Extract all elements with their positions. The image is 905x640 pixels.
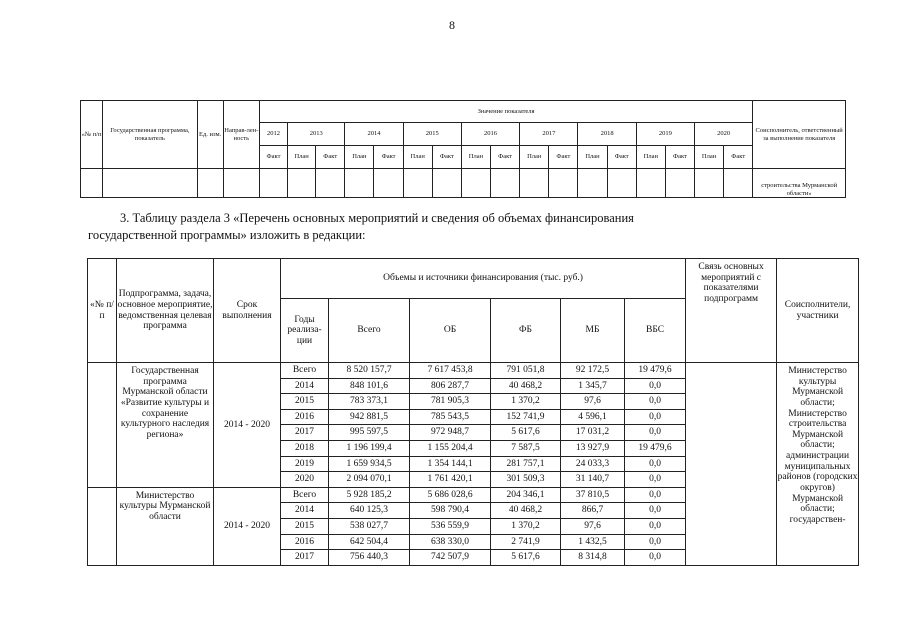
t1-sub: Факт	[432, 146, 461, 169]
t2-year: 2019	[281, 456, 329, 472]
t2-vbs: 0,0	[625, 550, 686, 566]
t1-sub: Факт	[491, 146, 520, 169]
t2-block1-term: 2014 - 2020	[214, 363, 281, 488]
t2-total: 1 196 199,4	[329, 440, 410, 456]
t1-cell	[259, 169, 287, 198]
t2-total: 5 928 185,2	[329, 487, 410, 503]
t1-year: 2020	[695, 123, 753, 146]
t1-col-program: Государственная программа, показатель	[103, 101, 197, 169]
t2-vbs: 19 479,6	[625, 363, 686, 379]
t2-fb: 791 051,8	[491, 363, 561, 379]
t2-mb: 31 140,7	[561, 472, 625, 488]
t2-col-fb: ФБ	[491, 299, 561, 363]
t2-total: 848 101,6	[329, 378, 410, 394]
t1-cell	[607, 169, 636, 198]
t2-fb: 2 741,9	[491, 534, 561, 550]
t2-num-cell	[88, 363, 117, 488]
paragraph-line-2: государственной программы» изложить в редакции:	[88, 228, 366, 242]
t2-fb: 5 617,6	[491, 550, 561, 566]
t2-col-link: Связь основных мероприятий с показателями подпрограмм	[686, 259, 777, 363]
t1-coexecutor-value: строительства Мурманской области»	[753, 169, 846, 198]
t2-year: 2015	[281, 394, 329, 410]
t2-vbs: 0,0	[625, 472, 686, 488]
t2-ob: 742 507,9	[410, 550, 491, 566]
t2-total: 942 881,5	[329, 409, 410, 425]
t2-mb: 866,7	[561, 503, 625, 519]
t1-cell	[461, 169, 490, 198]
t2-col-num: «№ п/п	[88, 259, 117, 363]
t2-vbs: 19 479,6	[625, 440, 686, 456]
t1-sub: План	[520, 146, 549, 169]
t1-year: 2017	[520, 123, 578, 146]
t2-fb: 281 757,1	[491, 456, 561, 472]
t2-year: 2014	[281, 503, 329, 519]
t2-mb: 13 927,9	[561, 440, 625, 456]
t2-vbs: 0,0	[625, 503, 686, 519]
t2-coexecutors	[777, 363, 859, 566]
t2-year: 2016	[281, 534, 329, 550]
t1-sub: Факт	[724, 146, 753, 169]
t1-cell	[432, 169, 461, 198]
t1-cell	[578, 169, 607, 198]
financing-table	[87, 258, 859, 566]
t2-ob: 1 354 144,1	[410, 456, 491, 472]
t2-mb: 1 432,5	[561, 534, 625, 550]
t2-total: 783 373,1	[329, 394, 410, 410]
t2-fb: 204 346,1	[491, 487, 561, 503]
t2-ob: 806 287,7	[410, 378, 491, 394]
t1-sub: План	[345, 146, 374, 169]
t2-mb: 8 314,8	[561, 550, 625, 566]
t2-vbs: 0,0	[625, 394, 686, 410]
t1-values-header: Значение показателя	[259, 101, 752, 123]
t1-cell	[665, 169, 694, 198]
t1-cell	[103, 169, 197, 198]
t2-mb: 92 172,5	[561, 363, 625, 379]
t1-year: 2014	[345, 123, 403, 146]
t1-sub: Факт	[374, 146, 403, 169]
paragraph-line-1: 3. Таблицу раздела 3 «Перечень основных мероприятий и сведения об объемах финансирования	[120, 211, 634, 225]
t2-coexecutors-text: Министерство культуры Мурманской области; Министерство строительства Мурманской области; администрации муниципальных районов (городских округов) Мурманской области; государствен-	[777, 366, 858, 525]
t2-link-cell	[686, 363, 777, 566]
t1-sub: Факт	[607, 146, 636, 169]
t1-sub: Факт	[549, 146, 578, 169]
t2-ob: 781 905,3	[410, 394, 491, 410]
t1-sub: План	[578, 146, 607, 169]
t1-cell	[403, 169, 432, 198]
t2-mb: 97,6	[561, 518, 625, 534]
t2-vbs: 0,0	[625, 409, 686, 425]
t2-block1-name: Государственная программа Мурманской области «Развитие культуры и сохранение культурного наследия региона»	[117, 363, 214, 488]
t2-mb: 24 033,3	[561, 456, 625, 472]
t2-year: 2015	[281, 518, 329, 534]
t1-sub: Факт	[259, 146, 287, 169]
t1-cell	[491, 169, 520, 198]
t2-total: 642 504,4	[329, 534, 410, 550]
t2-fb: 152 741,9	[491, 409, 561, 425]
t1-year: 2015	[403, 123, 461, 146]
t1-year: 2016	[461, 123, 519, 146]
t2-num-cell	[88, 487, 117, 565]
t2-total: 538 027,7	[329, 518, 410, 534]
t1-sub: Факт	[665, 146, 694, 169]
t2-ob: 1 761 420,1	[410, 472, 491, 488]
t1-sub: План	[636, 146, 665, 169]
t2-total: 2 094 070,1	[329, 472, 410, 488]
t2-vbs: 0,0	[625, 518, 686, 534]
t1-cell	[520, 169, 549, 198]
t1-year: 2019	[636, 123, 694, 146]
t2-fb: 1 370,2	[491, 394, 561, 410]
t1-cell	[549, 169, 578, 198]
t1-cell	[345, 169, 374, 198]
t2-fb: 301 509,3	[491, 472, 561, 488]
t2-year: 2016	[281, 409, 329, 425]
t1-year: 2018	[578, 123, 636, 146]
t2-ob: 598 790,4	[410, 503, 491, 519]
t1-sub: План	[695, 146, 724, 169]
t2-col-vbs: ВБС	[625, 299, 686, 363]
t2-block2-name: Министерство культуры Мурманской области	[117, 487, 214, 565]
t2-col-term: Срок выполнения	[214, 259, 281, 363]
t2-vbs: 0,0	[625, 456, 686, 472]
t2-fb: 1 370,2	[491, 518, 561, 534]
t1-cell	[316, 169, 345, 198]
t2-mb: 37 810,5	[561, 487, 625, 503]
t2-vbs: 0,0	[625, 425, 686, 441]
t1-col-unit: Ед. изм.	[197, 101, 223, 169]
amendment-paragraph	[88, 210, 833, 244]
t2-fb: 5 617,6	[491, 425, 561, 441]
indicator-table	[80, 100, 846, 198]
t1-col-coexecutor: Соисполнитель, ответственный за выполнение показателя	[753, 101, 846, 169]
t2-total: 1 659 934,5	[329, 456, 410, 472]
t2-mb: 17 031,2	[561, 425, 625, 441]
t2-fb: 40 468,2	[491, 378, 561, 394]
t2-col-ob: ОБ	[410, 299, 491, 363]
t2-vbs: 0,0	[625, 378, 686, 394]
t1-cell	[288, 169, 316, 198]
t2-year: Всего	[281, 487, 329, 503]
t2-col-years: Годы реализа-ции	[281, 299, 329, 363]
t2-mb: 4 596,1	[561, 409, 625, 425]
t2-year: 2014	[281, 378, 329, 394]
t2-mb: 97,6	[561, 394, 625, 410]
t2-total: 8 520 157,7	[329, 363, 410, 379]
t2-col-mb: МБ	[561, 299, 625, 363]
t2-year: Всего	[281, 363, 329, 379]
page-number: 8	[449, 18, 455, 32]
t2-vbs: 0,0	[625, 487, 686, 503]
t1-sub: План	[461, 146, 490, 169]
t2-total: 756 440,3	[329, 550, 410, 566]
t2-ob: 638 330,0	[410, 534, 491, 550]
t1-year: 2012	[259, 123, 287, 146]
t2-vbs: 0,0	[625, 534, 686, 550]
t1-cell	[223, 169, 259, 198]
t1-cell	[695, 169, 724, 198]
t2-year: 2020	[281, 472, 329, 488]
t2-block2-term: 2014 - 2020	[214, 487, 281, 565]
t2-ob: 5 686 028,6	[410, 487, 491, 503]
t2-fb: 40 468,2	[491, 503, 561, 519]
t2-ob: 972 948,7	[410, 425, 491, 441]
t1-cell	[81, 169, 103, 198]
t1-cell	[374, 169, 403, 198]
t2-total: 995 597,5	[329, 425, 410, 441]
t2-col-total: Всего	[329, 299, 410, 363]
t2-year: 2017	[281, 550, 329, 566]
t2-ob: 7 617 453,8	[410, 363, 491, 379]
t2-ob: 785 543,5	[410, 409, 491, 425]
t1-col-direction: Направ-лен-ность	[223, 101, 259, 169]
t1-cell	[197, 169, 223, 198]
t1-sub: Факт	[316, 146, 345, 169]
t2-year: 2017	[281, 425, 329, 441]
t2-ob: 536 559,9	[410, 518, 491, 534]
t2-mb: 1 345,7	[561, 378, 625, 394]
t1-cell	[724, 169, 753, 198]
t1-cell	[636, 169, 665, 198]
t2-col-coexec: Соисполнители, участники	[777, 259, 859, 363]
t2-fb: 7 587,5	[491, 440, 561, 456]
t1-sub: План	[288, 146, 316, 169]
t2-volumes-header: Объемы и источники финансирования (тыс. руб.)	[281, 259, 686, 299]
t2-year: 2018	[281, 440, 329, 456]
t2-ob: 1 155 204,4	[410, 440, 491, 456]
t1-sub: План	[403, 146, 432, 169]
t2-col-program: Подпрограмма, задача, основное мероприятие, ведомственная целевая программа	[117, 259, 214, 363]
t2-total: 640 125,3	[329, 503, 410, 519]
t1-year: 2013	[288, 123, 345, 146]
t1-col-num: «№ п/п	[81, 101, 103, 169]
